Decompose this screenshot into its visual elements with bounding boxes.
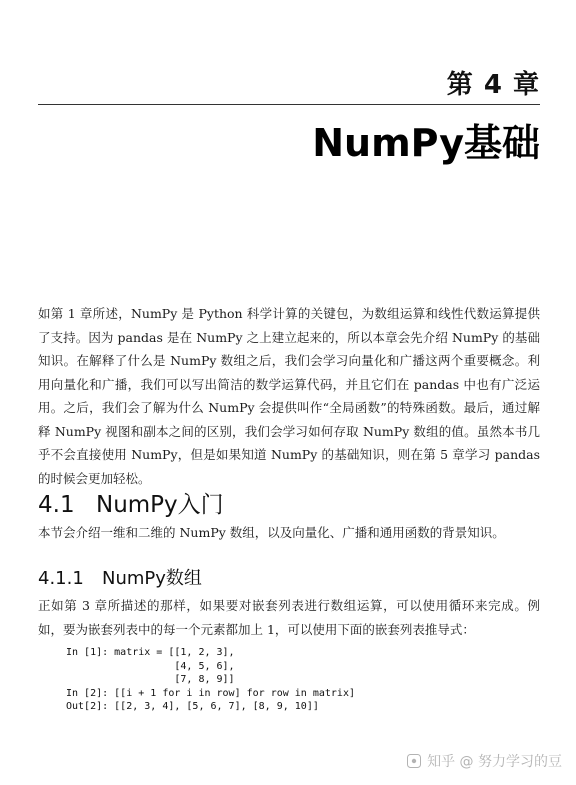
intro-paragraph: 如第 1 章所述，NumPy 是 Python 科学计算的关键包，为数组运算和线性代数运算提供了支持。因为 pandas 是在 NumPy 之上建立起来的，所以本章会先介绍 NumPy 的基础知识。在解释了什么是 NumPy 数组之后，我们会学习向量化和广播这两个重要概念。利用向量化和广播，我们可以写出简洁的数学运算代码，并且它们在 pandas 中也有广泛运用。之后，我们会了解为什么 NumPy 会提供叫作“全局函数”的特殊函数。最后，通过解释 NumPy 视图和副本之间的区别，我们会学习如何存取 NumPy 数组的值。虽然本书几乎不会直接使用 NumPy，但是如果知道 NumPy 的基础知识，则在第 5 章学习 pandas 的时候会更加轻松。	[38, 306, 540, 486]
subsection-heading	[38, 564, 202, 590]
watermark	[407, 751, 562, 771]
zhihu-icon	[407, 754, 421, 768]
code-line: Out[2]: [[2, 3, 4], [5, 6, 7], [8, 9, 10]]	[66, 701, 319, 712]
code-block	[66, 646, 355, 714]
chapter-label: 第 4 章	[446, 70, 540, 100]
code-line: [4, 5, 6],	[66, 660, 235, 672]
section-heading	[38, 486, 224, 519]
subsection-title: NumPy数组	[102, 568, 202, 589]
code-line: [7, 8, 9]]	[66, 674, 235, 685]
code-line: In [1]: matrix = [[1, 2, 3],	[66, 647, 235, 658]
section-number: 4.1	[38, 492, 75, 518]
section-title: NumPy入门	[96, 492, 224, 518]
subsection-number: 4.1.1	[38, 568, 84, 589]
chapter-divider	[38, 104, 540, 105]
watermark-text: 知乎 @ 努力学习的豆	[427, 754, 562, 770]
subsection-paragraph: 正如第 3 章所描述的那样，如果要对嵌套列表进行数组运算，可以使用循环来完成。例如，要为嵌套列表中的每一个元素都加上 1，可以使用下面的嵌套列表推导式：	[38, 598, 540, 637]
code-line: In [2]: [[i + 1 for i in row] for row in matrix]	[66, 687, 355, 699]
chapter-title: NumPy基础	[312, 121, 540, 165]
section-paragraph: 本节会介绍一维和二维的 NumPy 数组，以及向量化、广播和通用函数的背景知识。	[38, 525, 505, 540]
